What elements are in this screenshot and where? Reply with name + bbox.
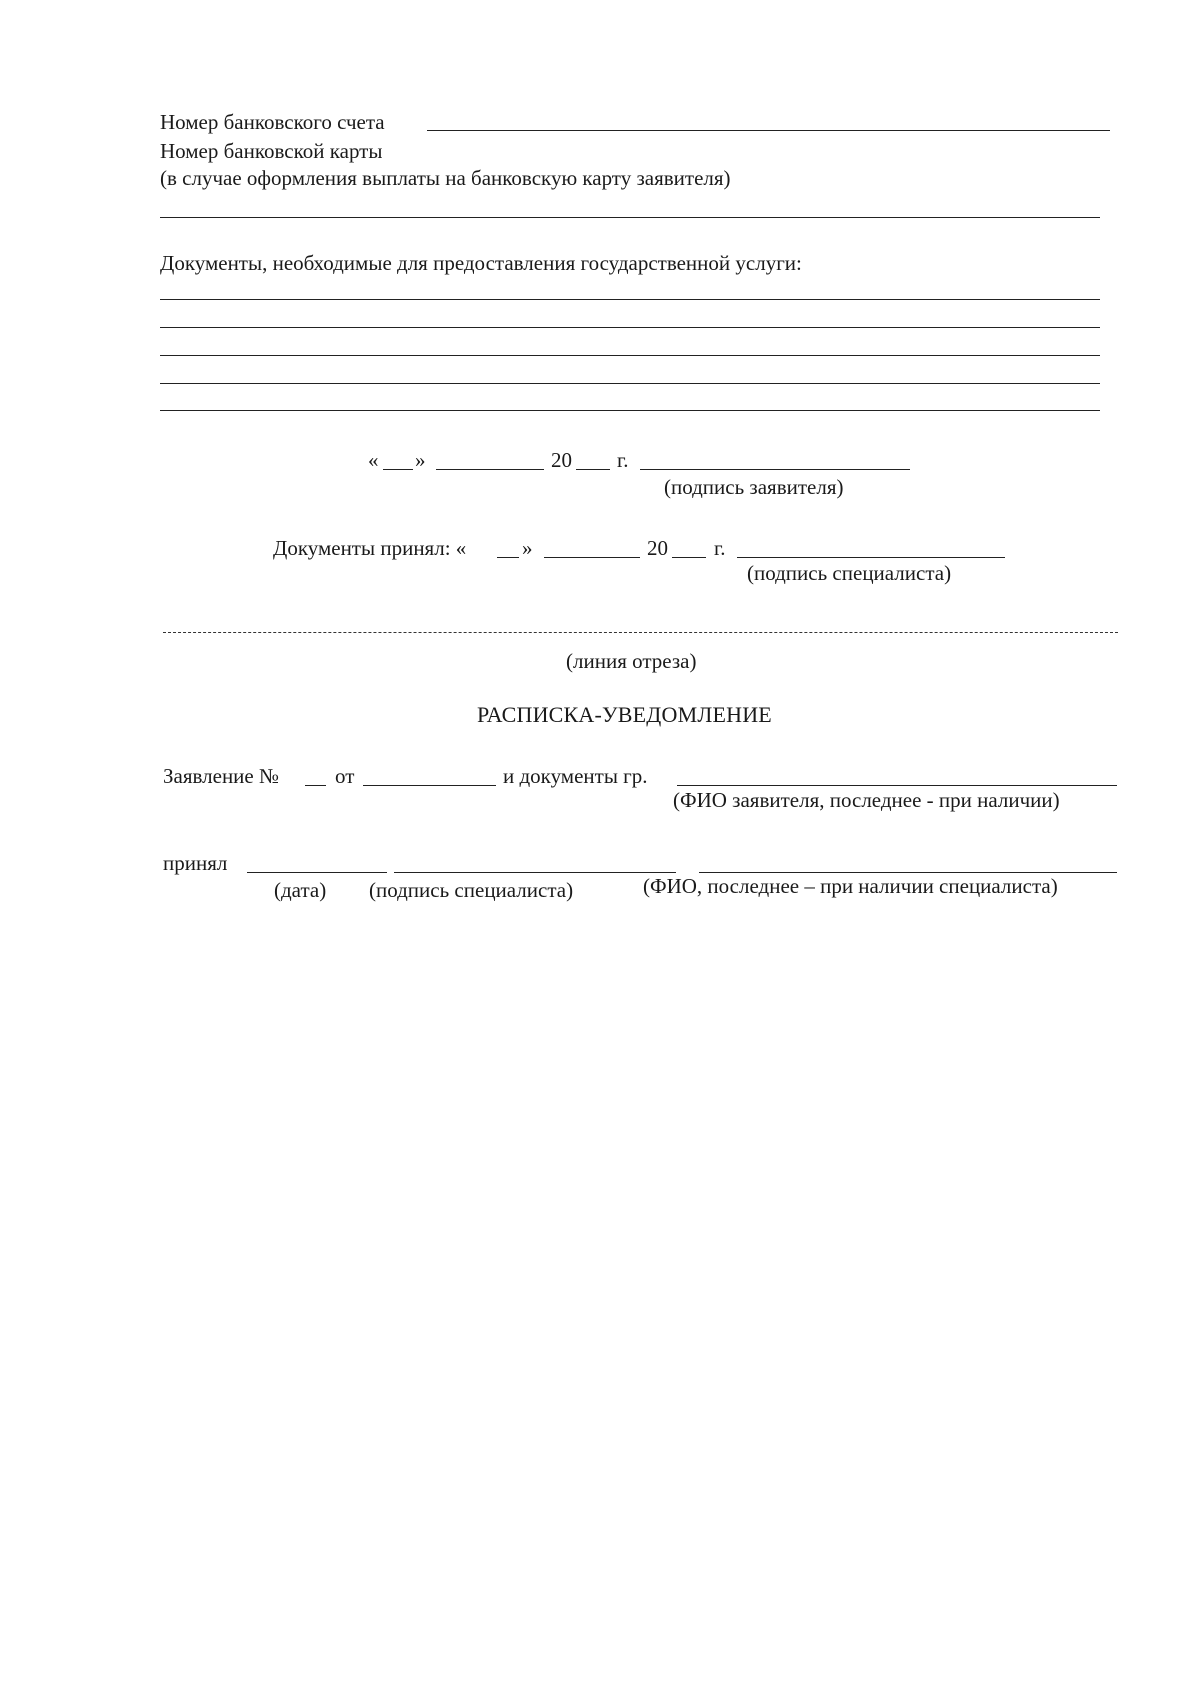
accepted-quote-close: »	[522, 536, 533, 560]
documents-line-3[interactable]	[160, 355, 1100, 356]
applicant-fio-caption: (ФИО заявителя, последнее - при наличии)	[673, 788, 1060, 812]
statement-date-field[interactable]	[363, 785, 496, 786]
accepted-label: Документы принял: «	[273, 536, 467, 560]
accepted-day-field[interactable]	[497, 557, 519, 558]
receipt-signature-caption: (подпись специалиста)	[369, 878, 574, 902]
applicant-fio-field[interactable]	[677, 785, 1117, 786]
documents-line-2[interactable]	[160, 327, 1100, 328]
accepted-year-prefix: 20	[647, 536, 668, 560]
bank-card-field[interactable]	[160, 217, 1100, 218]
specialist-signature-caption: (подпись специалиста)	[747, 561, 952, 585]
documents-line-4[interactable]	[160, 383, 1100, 384]
day-quote-close: »	[415, 448, 426, 472]
receipt-date-caption: (дата)	[274, 878, 327, 902]
applicant-signature-caption: (подпись заявителя)	[664, 475, 844, 499]
accepted-year-suffix: г.	[714, 536, 726, 560]
statement-from-label: от	[335, 764, 355, 788]
receipt-specialist-fio-field[interactable]	[699, 872, 1117, 873]
day-field[interactable]	[383, 469, 413, 470]
receipt-accepted-label: принял	[163, 851, 228, 875]
month-field[interactable]	[436, 469, 544, 470]
documents-label: Документы, необходимые для предоставления государственной услуги:	[160, 251, 802, 275]
year-prefix: 20	[551, 448, 572, 472]
documents-line-1[interactable]	[160, 299, 1100, 300]
accepted-month-field[interactable]	[544, 557, 640, 558]
year-field[interactable]	[576, 469, 610, 470]
bank-account-field[interactable]	[427, 130, 1110, 131]
bank-card-note: (в случае оформления выплаты на банковскую карту заявителя)	[160, 166, 731, 190]
documents-line-5[interactable]	[160, 410, 1100, 411]
bank-card-label: Номер банковской карты	[160, 139, 383, 163]
statement-documents-label: и документы гр.	[503, 764, 648, 788]
accepted-year-field[interactable]	[672, 557, 706, 558]
specialist-signature-field[interactable]	[737, 557, 1005, 558]
statement-number-field[interactable]	[305, 785, 326, 786]
bank-account-label: Номер банковского счета	[160, 110, 385, 134]
cut-line-caption: (линия отреза)	[566, 649, 697, 673]
receipt-date-field[interactable]	[247, 872, 387, 873]
applicant-signature-field[interactable]	[640, 469, 910, 470]
receipt-title: РАСПИСКА-УВЕДОМЛЕНИЕ	[477, 702, 772, 727]
statement-label: Заявление №	[163, 764, 280, 788]
day-quote-open: «	[368, 448, 379, 472]
receipt-specialist-caption: (ФИО, последнее – при наличии специалиста)	[643, 874, 1058, 898]
year-suffix: г.	[617, 448, 629, 472]
receipt-signature-field[interactable]	[394, 872, 676, 873]
cut-line	[163, 632, 1118, 633]
